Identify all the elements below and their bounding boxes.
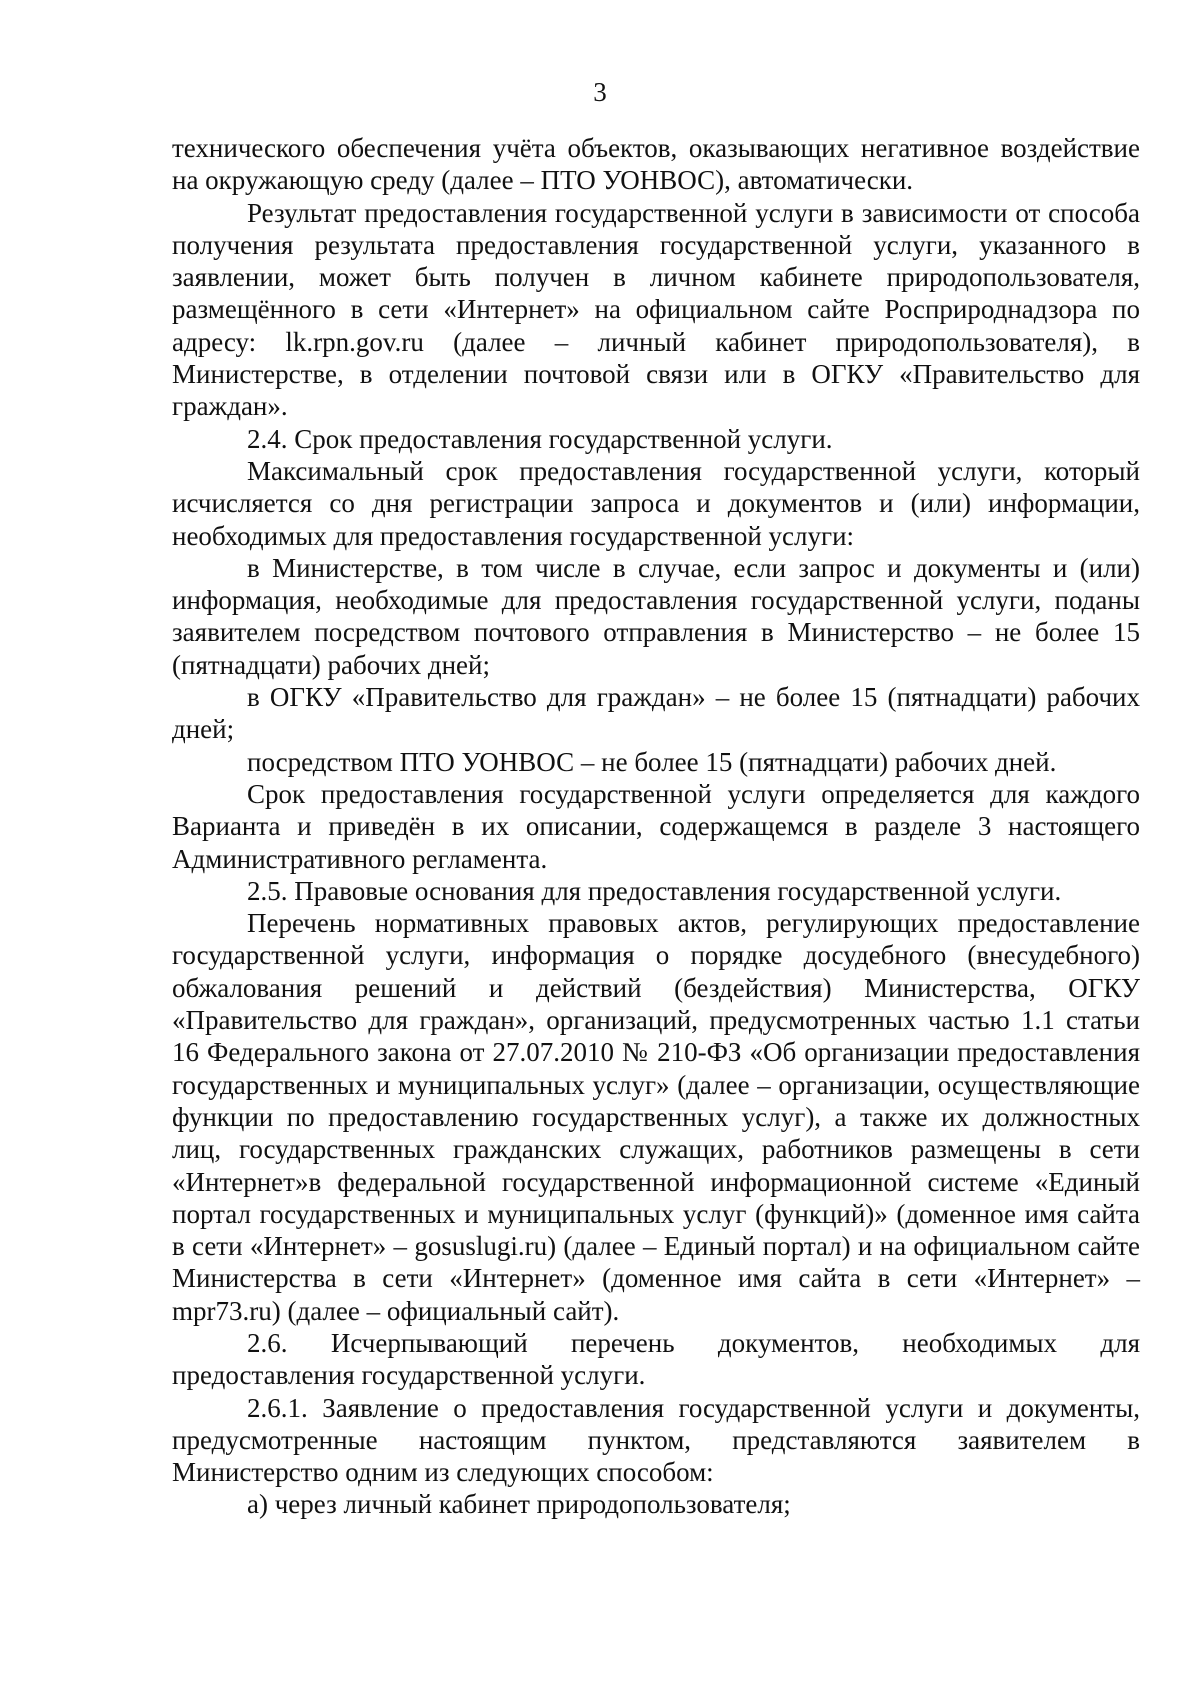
list-item: а) через личный кабинет природопользователя; [247,1489,791,1520]
section-heading: 2.6. Исчерпывающий перечень документов, необходимых для предоставления государственной услуги. [172,1327,1140,1391]
paragraph: Срок предоставления государственной услуги определяется для каждого Варианта и приведён в их описании, содержащемся в разделе 3 настоящего Административного регламента. [172,778,1140,874]
paragraph: 2.6.1. Заявление о предоставления государственной услуги и документы, предусмотренные настоящим пунктом, представляются заявителем в Министерство одним из следующих способом: [172,1392,1140,1488]
document-body [172,132,1140,1521]
page-number: 3 [593,77,607,107]
paragraph: Максимальный срок предоставления государственной услуги, который исчисляется со дня регистрации запроса и документов и (или) информации, необходимых для предоставления государственной услуги: [172,455,1140,551]
section-heading: 2.5. Правовые основания для предоставления государственной услуги. [247,875,1062,906]
paragraph: Перечень нормативных правовых актов, регулирующих предоставление государственной услуги, информация о порядке досудебного (внесудебного) обжалования решений и действий (бездействия) Министерства, ОГКУ «Правительство для граждан», организаций, предусмотренных частью 1.1 статьи 16 Федерального закона от 27.07.2010 № 210-ФЗ «Об организации предоставления государственных и муниципальных услуг» (далее – организации, осуществляющие функции по предоставлению государственных услуг), а также их должностных лиц, государственных гражданских служащих, работников размещены в сети «Интернет»в федеральной государственной информационной системе «Единый портал государственных и муниципальных услуг (функций)» (доменное имя сайта в сети «Интернет» – gosuslugi.ru) (далее – Единый портал) и на официальном сайте Министерства в сети «Интернет» (доменное имя сайта в сети «Интернет» – mpr73.ru) (далее – официальный сайт). [172,908,1140,1326]
paragraph: в Министерстве, в том числе в случае, если запрос и документы и (или) информация, необходимые для предоставления государственной услуги, поданы заявителем посредством почтового отправления в Министерство – не более 15 (пятнадцати) рабочих дней; [172,552,1140,680]
paragraph: Результат предоставления государственной услуги в зависимости от способа получения результата предоставления государственной услуги, указанного в заявлении, может быть получен в личном кабинете природопользователя, размещённого в сети «Интернет» на официальном сайте Росприроднадзора по адресу: lk.rpn.gov.ru (далее – личный кабинет природопользователя), в Министерстве, в отделении почтовой связи или в ОГКУ «Правительство для граждан». [172,197,1140,422]
paragraph: посредством ПТО УОНВОС – не более 15 (пятнадцати) рабочих дней. [247,746,1057,777]
paragraph: технического обеспечения учёта объектов, оказывающих негативное воздействие на окружающую среду (далее – ПТО УОНВОС), автоматически. [172,133,1140,196]
paragraph: в ОГКУ «Правительство для граждан» – не более 15 (пятнадцати) рабочих дней; [172,682,1140,745]
section-heading: 2.4. Срок предоставления государственной услуги. [247,423,833,454]
